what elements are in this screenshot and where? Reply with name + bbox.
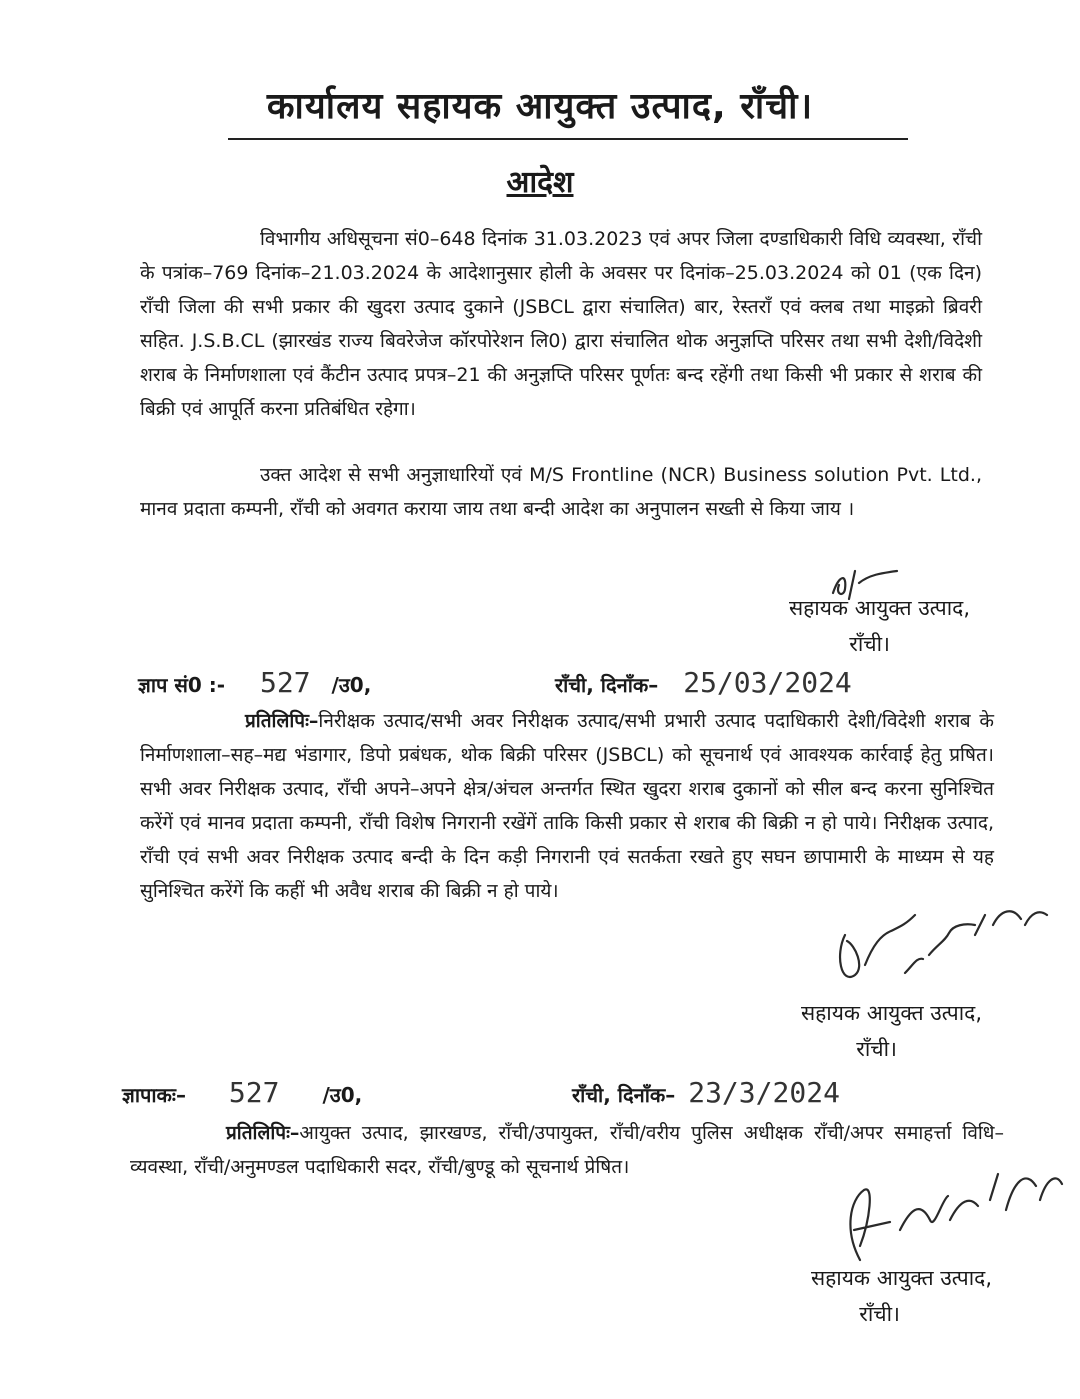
memo-reference-2 — [122, 1076, 362, 1109]
memo-date-1 — [555, 666, 852, 699]
memo-date: 25/03/2024 — [683, 666, 852, 699]
order-paragraph-2-text: उक्त आदेश से सभी अनुज्ञाधारियों एवं M/S Frontline (NCR) Business solution Pvt. Ltd., मानव प्रदाता कम्पनी, राँची को अवगत कराया जाय तथा बन्दी आदेश का अनुपालन सख्ती से किया जाय । — [140, 464, 982, 520]
signatory-place: राँची। — [859, 1302, 900, 1326]
memo-suffix: /उ0, — [322, 1083, 363, 1107]
memo-number: 527 — [260, 666, 311, 699]
copy-paragraph-2-text: आयुक्त उत्पाद, झारखण्ड, राँची/उपायुक्त, राँची/वरीय पुलिस अधीक्षक राँची/अपर समाहर्त्ता विधि–व्यवस्था, राँची/अनुमण्डल पदाधिकारी सदर, राँची/बुण्डू को सूचनार्थ प्रेषित। — [130, 1122, 1004, 1178]
memo-label: ज्ञापाकः– — [122, 1083, 186, 1107]
order-paragraph-2 — [140, 458, 982, 526]
signatory-designation: सहायक आयुक्त उत्पाद, — [800, 1001, 982, 1025]
memo-reference-1 — [138, 666, 371, 699]
signature-block-2 — [700, 995, 982, 1067]
copy-paragraph-1-text: निरीक्षक उत्पाद/सभी अवर निरीक्षक उत्पाद/सभी प्रभारी उत्पाद पदाधिकारी देशी/विदेशी शराब के निर्माणशाला–सह–मद्य भंडागार, डिपो प्रबंधक, थोक बिक्री परिसर (JSBCL) को सूचनार्थ एवं आवश्यक कार्रवाई हेतु प्रषित। सभी अवर निरीक्षक उत्पाद, राँची अपने–अपने क्षेत्र/अंचल अन्तर्गत स्थित खुदरा शराब दुकानों को सील बन्द करना सुनिश्चित करेंगें एवं मानव प्रदाता कम्पनी, राँची विशेष निगरानी रखेंगें ताकि किसी प्रकार से शराब की बिक्री न हो पाये। निरीक्षक उत्पाद, राँची एवं सभी अवर निरीक्षक उत्पाद बन्दी के दिन कड़ी निगरानी एवं सतर्कता रखते हुए सघन छापामारी के माध्यम से यह सुनिश्चित करेंगें कि कहीं भी अवैध शराब की बिक्री न हो पाये। — [140, 710, 994, 902]
memo-date: 23/3/2024 — [688, 1076, 840, 1109]
memo-number: 527 — [228, 1076, 280, 1109]
copy-label: प्रतिलिपिः– — [226, 1122, 300, 1144]
place-date-label: राँची, दिनाँक– — [572, 1083, 676, 1107]
copy-label: प्रतिलिपिः– — [245, 710, 319, 732]
signatory-designation: सहायक आयुक्त उत्पाद, — [810, 1266, 992, 1290]
handwritten-signature-2 — [825, 895, 1065, 1005]
signature-block-3 — [700, 1260, 1000, 1332]
order-paragraph-1-text: विभागीय अधिसूचना सं0–648 दिनांक 31.03.2023 एवं अपर जिला दण्डाधिकारी विधि व्यवस्था, राँची के पत्रांक–769 दिनांक–21.03.2024 के आदेशानुसार होली के अवसर पर दिनांक–25.03.2024 को 01 (एक दिन) राँची जिला की सभी प्रकार की खुदरा उत्पाद दुकाने (JSBCL द्वारा संचालित) बार, रेस्तराँ एवं क्लब तथा माइक्रो ब्रिवरी सहित. J.S.B.CL (झारखंड राज्य बिवरेजेज कॉरपोरेशन लि0) द्वारा संचालित थोक अनुज्ञप्ति परिसर तथा सभी देशी/विदेशी शराब के निर्माणशाला एवं कैंटीन उत्पाद प्रपत्र–21 की अनुज्ञप्ति परिसर पूर्णतः बन्द रहेंगी तथा किसी भी प्रकार से शराब की बिक्री एवं आपूर्ति करना प्रतिबंधित रहेगा। — [140, 228, 982, 420]
signatory-place: राँची। — [856, 1037, 897, 1061]
memo-label: ज्ञाप सं0 :- — [138, 673, 226, 697]
memo-suffix: /उ0, — [331, 673, 372, 697]
signatory-place: राँची। — [849, 632, 890, 656]
signatory-designation: सहायक आयुक्त उत्पाद, — [788, 596, 970, 620]
office-title: कार्यालय सहायक आयुक्त उत्पाद, राँची। — [266, 86, 814, 127]
copy-paragraph-1 — [140, 704, 994, 908]
order-paragraph-1 — [140, 222, 982, 426]
title-underline — [228, 138, 908, 140]
place-date-label: राँची, दिनाँक– — [555, 673, 659, 697]
order-heading: आदेश — [506, 165, 574, 200]
memo-date-2 — [572, 1076, 840, 1109]
signature-block-1 — [700, 590, 970, 662]
